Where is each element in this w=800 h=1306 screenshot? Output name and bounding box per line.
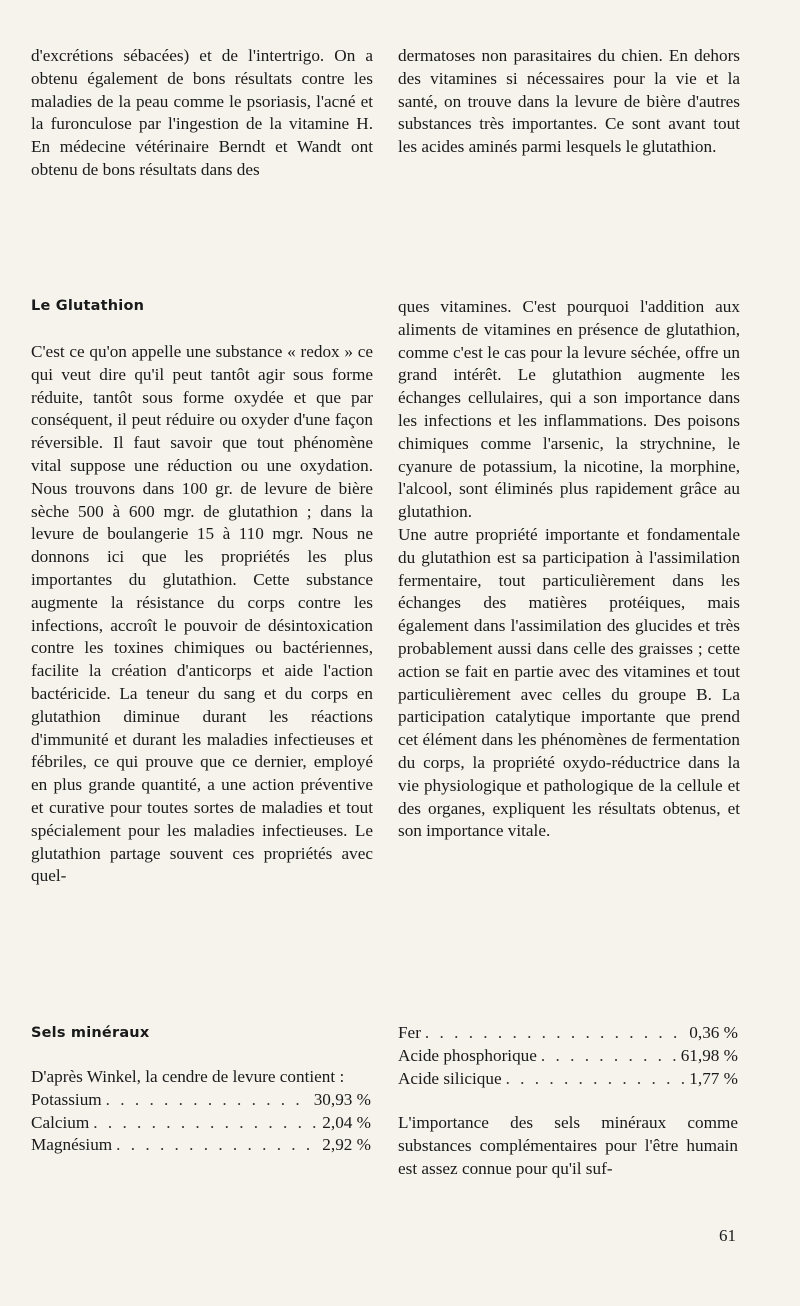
leader-dots	[116, 1134, 318, 1157]
mineral-row	[31, 1134, 371, 1157]
sels-right-paragraph: L'importance des sels minéraux comme substances complémentaires pour l'être humain est assez connue pour qu'il suf-	[398, 1113, 738, 1178]
leader-dots	[425, 1022, 685, 1045]
mineral-name: Acide silicique	[398, 1068, 502, 1088]
page-number: 61	[719, 1226, 736, 1245]
top-right-column	[398, 45, 740, 159]
sels-left-column	[31, 1066, 371, 1157]
mineral-value: 30,93 %	[313, 1089, 371, 1109]
mineral-row	[398, 1068, 738, 1091]
mineral-row	[398, 1045, 738, 1068]
mineral-name: Calcium	[31, 1112, 90, 1132]
section-heading-sels-mineraux: Sels minéraux	[31, 1025, 150, 1041]
glutathion-right-column	[398, 296, 740, 843]
mineral-name: Magnésium	[31, 1135, 113, 1155]
mineral-name: Fer	[398, 1023, 421, 1042]
top-left-paragraph: d'excrétions sébacées) et de l'intertrigo. On a obtenu également de bons résultats contre les maladies de la peau comme le psoriasis, l'acné et la furonculose par l'ingestion de la vitamine H. En médecine vétérinaire Berndt et Wandt ont obtenu de bons résultats dans des	[31, 46, 373, 179]
sels-right-column	[398, 1022, 738, 1181]
glutathion-left-column	[31, 341, 373, 888]
section-heading-glutathion: Le Glutathion	[31, 298, 145, 314]
mineral-value: 2,04 %	[322, 1112, 371, 1132]
mineral-value: 1,77 %	[689, 1068, 738, 1088]
mineral-value: 61,98 %	[680, 1045, 738, 1065]
glutathion-right-paragraph-1: ques vitamines. C'est pourquoi l'addition aux aliments de vitamines en présence de glutathion, comme c'est le cas pour la levure séchée, offre un grand intérêt. Le glutathion augmente les échanges cellulaires, qui a son importance dans les infections et les inflammations. Des poisons chimiques comme l'arsenic, la strychnine, le cyanure de potassium, la nicotine, la morphine, l'alcool, sont éliminés plus rapidement grâce au glutathion.	[398, 297, 740, 522]
mineral-row	[31, 1089, 371, 1112]
glutathion-right-paragraph-2: Une autre propriété importante et fondamentale du glutathion est sa participation à l'assimilation fermentaire, tout particulièrement dans les échanges des matières protéiques, mais également dans l'assimilation des glucides et très probablement aussi dans celle des graisses ; cette action se fait en partie avec des vitamines et tout particulièrement avec celles du groupe B. La participation catalytique importante que prend cet élément dans les phénomènes de fermentation du corps, la propriété oxydo-réductrice dans la vie physiologique et pathologique de la cellule et des organes, expliquent les résultats obtenus, et son importance vitale.	[398, 524, 740, 841]
sels-intro: D'après Winkel, la cendre de levure contient :	[31, 1067, 345, 1086]
mineral-value: 0,36 %	[689, 1023, 738, 1042]
mineral-name: Acide phosphorique	[398, 1045, 537, 1065]
leader-dots	[106, 1089, 310, 1112]
mineral-name: Potassium	[31, 1089, 102, 1109]
mineral-row	[398, 1022, 738, 1045]
top-left-column	[31, 45, 373, 182]
leader-dots	[93, 1112, 318, 1135]
mineral-value: 2,92 %	[322, 1135, 371, 1155]
glutathion-left-paragraph: C'est ce qu'on appelle une substance « redox » ce qui veut dire qu'il peut tantôt agir sous forme réduite, tantôt sous forme oxydée et que par conséquent, il peut réduire ou oxyder d'une façon réversible. Il faut savoir que tout phénomène vital suppose une réduction ou une oxydation. Nous trouvons dans 100 gr. de levure de bière sèche 500 à 600 mgr. de glutathion ; dans la levure de boulangerie 15 à 110 mgr. Nous ne donnons ici que les propriétés les plus importantes du glutathion. Cette substance augmente la résistance du corps contre les infections, accroît le pouvoir de désintoxication contre les toxines chimiques ou bactériennes, facilite la création d'anticorps et aide l'action bactéricide. La teneur du sang et du corps en glutathion diminue durant les réactions d'immunité et durant les maladies infectieuses et fébriles, ce qui prouve que ce dernier, employé en plus grande quantité, a une action préventive et curative pour toutes sortes de maladies et tout spécialement pour les maladies infectieuses. Le glutathion partage souvent ces propriétés avec quel-	[31, 342, 373, 886]
top-right-paragraph: dermatoses non parasitaires du chien. En dehors des vitamines si nécessaires pour la vie et la santé, on trouve dans la levure de bière d'autres substances très importantes. Ce sont avant tout les acides aminés parmi lesquels le glutathion.	[398, 46, 740, 157]
leader-dots	[541, 1045, 677, 1068]
leader-dots	[506, 1068, 686, 1091]
mineral-row	[31, 1112, 371, 1135]
